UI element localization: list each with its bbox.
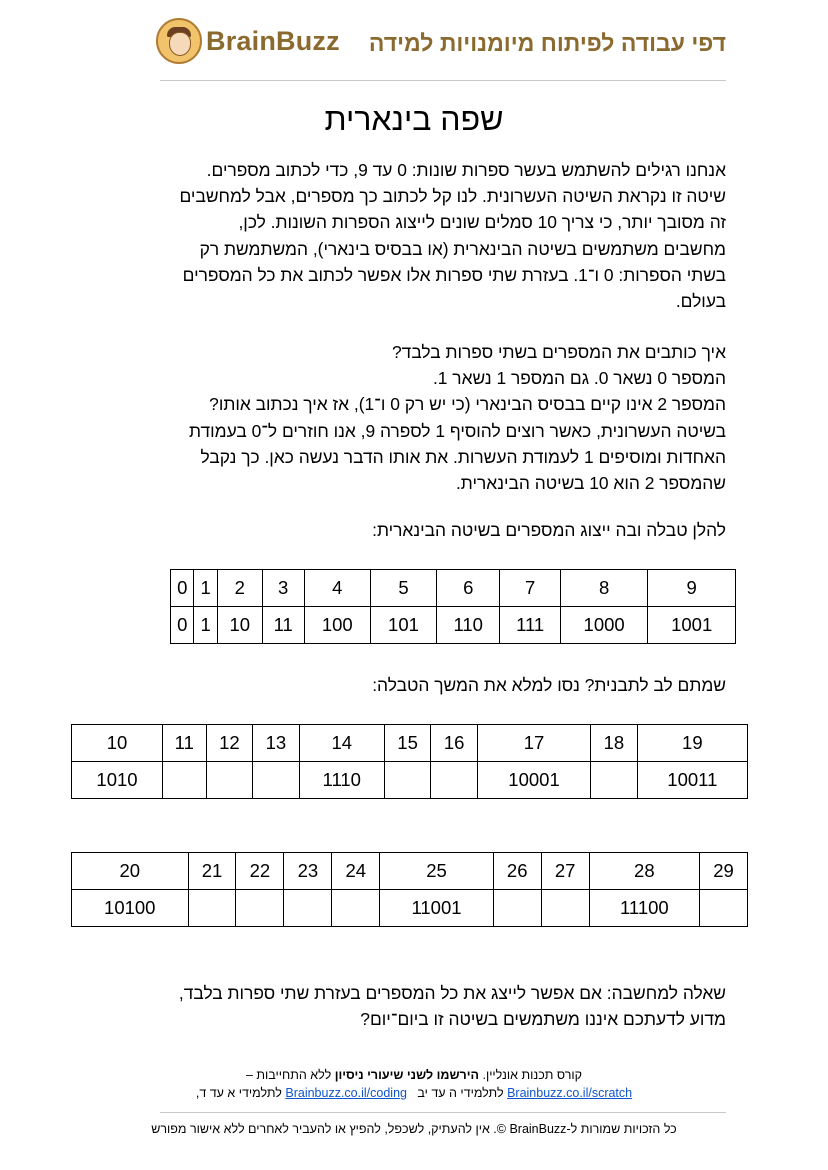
binary-cell: 11001 (380, 890, 493, 927)
pattern-prompt-text: שמתם לב לתבנית? נסו למלא את המשך הטבלה: (372, 675, 726, 695)
decimal-cell: 28 (589, 853, 699, 890)
binary-answer-cell[interactable] (162, 762, 206, 799)
table-row (171, 607, 736, 644)
copyright: כל הזכויות שמורות ל-BrainBuzz ©. אין להעתיק, לשכפל, להפיץ או להעביר לאחרים ללא אישור מפורש (151, 1122, 677, 1136)
decimal-cell: 5 (370, 570, 436, 607)
pattern-prompt (151, 672, 726, 698)
intro-paragraph (151, 157, 726, 314)
table-row (72, 725, 748, 762)
decimal-cell: 8 (560, 570, 648, 607)
decimal-cell: 2 (217, 570, 262, 607)
course-prefix: קורס תכנות אונליין. (482, 1068, 583, 1082)
explanation-line: שהמספר 2 הוא 10 בשיטה הבינארית. (455, 473, 726, 494)
binary-cell: 1110 (299, 762, 384, 799)
scratch-note: לתלמידי ה עד יב (417, 1086, 504, 1100)
binary-cell: 0 (171, 607, 194, 644)
decimal-cell: 21 (188, 853, 236, 890)
reflection-question (151, 980, 726, 1032)
binary-cell: 10 (217, 607, 262, 644)
binary-answer-cell[interactable] (206, 762, 253, 799)
page-title: שפה בינארית (324, 101, 504, 137)
decimal-cell: 11 (162, 725, 206, 762)
course-promo (0, 1068, 828, 1082)
table-intro (151, 517, 726, 543)
decimal-cell: 17 (477, 725, 590, 762)
decimal-cell: 3 (262, 570, 304, 607)
footer-divider (160, 1112, 726, 1113)
binary-cell: 100 (304, 607, 370, 644)
binary-cell: 110 (437, 607, 500, 644)
decimal-cell: 15 (384, 725, 431, 762)
binary-answer-cell[interactable] (591, 762, 638, 799)
binary-answer-cell[interactable] (493, 890, 541, 927)
question-line: שאלה למחשבה: אם אפשר לייצג את כל המספרים בעזרת שתי ספרות בלבד, (178, 983, 726, 1003)
header-title: דפי עבודה לפיתוח מיומנויות למידה (368, 30, 726, 56)
decimal-cell: 1 (194, 570, 217, 607)
explanation-line: המספר 0 נשאר 0. גם המספר 1 נשאר 1. (432, 368, 726, 389)
binary-cell: 11 (262, 607, 304, 644)
course-bold: הירשמו לשני שיעורי ניסיון (334, 1068, 479, 1082)
binary-cell: 101 (370, 607, 436, 644)
decimal-cell: 18 (591, 725, 638, 762)
decimal-cell: 19 (637, 725, 747, 762)
course-links (0, 1086, 828, 1100)
question-line: מדוע לדעתכם איננו משתמשים בשיטה זו ביום־יום? (360, 1009, 726, 1030)
explanation-line: האחדות ומוסיפים 1 לעמודת העשרות. את אותו הדבר נעשה כאן. כך נקבל (200, 446, 726, 467)
table-row (72, 853, 748, 890)
decimal-cell: 12 (206, 725, 253, 762)
decimal-cell: 14 (299, 725, 384, 762)
header-divider (160, 80, 726, 81)
course-suffix: ללא התחייבות – (245, 1068, 332, 1082)
decimal-cell: 25 (380, 853, 493, 890)
decimal-cell: 27 (541, 853, 589, 890)
intro-line: בעולם. (675, 291, 726, 312)
binary-cell: 1001 (648, 607, 736, 644)
decimal-cell: 0 (171, 570, 194, 607)
decimal-cell: 26 (493, 853, 541, 890)
intro-line: זה מסובך יותר, כי צריך 10 סמלים שונים לייצוג הספרות השונות. לכן, (238, 212, 726, 233)
intro-line: אנחנו רגילים להשתמש בעשר ספרות שונות: 0 עד 9, כדי לכתוב מספרים. (206, 160, 726, 180)
table-row (171, 570, 736, 607)
decimal-cell: 24 (332, 853, 380, 890)
binary-table-0-9 (170, 569, 736, 644)
logo-text: BrainBuzz (206, 25, 340, 56)
explanation-paragraph (151, 339, 726, 496)
coding-link[interactable]: Brainbuzz.co.il/coding (285, 1086, 407, 1100)
decimal-cell: 4 (304, 570, 370, 607)
binary-answer-cell[interactable] (236, 890, 284, 927)
explanation-line: המספר 2 אינו קיים בבסיס הבינארי (כי יש רק 0 ו־1), אז איך נכתוב אותו? (209, 394, 726, 415)
binary-answer-cell[interactable] (700, 890, 748, 927)
binary-cell: 11100 (589, 890, 699, 927)
binary-cell: 111 (500, 607, 560, 644)
binary-answer-cell[interactable] (284, 890, 332, 927)
explanation-line: בשיטה העשרונית, כאשר רוצים להוסיף 1 לספרה 9, אנו חוזרים ל־0 בעמודת (188, 420, 726, 441)
scratch-link[interactable]: Brainbuzz.co.il/scratch (507, 1086, 633, 1100)
intro-line: בשתי הספרות: 0 ו־1. בעזרת שתי ספרות אלו אפשר לכתוב את כל המספרים (182, 264, 726, 285)
table-row (72, 762, 748, 799)
binary-answer-cell[interactable] (253, 762, 300, 799)
binary-answer-cell[interactable] (541, 890, 589, 927)
decimal-cell: 20 (72, 853, 189, 890)
binary-answer-cell[interactable] (384, 762, 431, 799)
decimal-cell: 22 (236, 853, 284, 890)
binary-answer-cell[interactable] (431, 762, 478, 799)
binary-cell: 1000 (560, 607, 648, 644)
intro-line: שיטה זו נקראת השיטה העשרונית. לנו קל לכתוב כך מספרים, אבל למחשבים (179, 186, 726, 207)
intro-line: מחשבים משתמשים בשיטה הבינארית (או בבסיס בינארי), המשתמשת רק (199, 238, 726, 259)
decimal-cell: 9 (648, 570, 736, 607)
mascot-icon (156, 18, 202, 64)
binary-cell: 1 (194, 607, 217, 644)
brainbuzz-logo (156, 18, 340, 64)
binary-answer-cell[interactable] (332, 890, 380, 927)
decimal-cell: 6 (437, 570, 500, 607)
decimal-cell: 10 (72, 725, 163, 762)
table-intro-text: להלן טבלה ובה ייצוג המספרים בשיטה הבינארית: (372, 520, 726, 540)
binary-cell: 10100 (72, 890, 189, 927)
decimal-cell: 7 (500, 570, 560, 607)
binary-cell: 10001 (477, 762, 590, 799)
decimal-cell: 16 (431, 725, 478, 762)
binary-cell: 1010 (72, 762, 163, 799)
binary-answer-cell[interactable] (188, 890, 236, 927)
decimal-cell: 13 (253, 725, 300, 762)
binary-table-10-19 (71, 724, 748, 799)
coding-note: לתלמידי א עד ד, (195, 1086, 282, 1100)
decimal-cell: 29 (700, 853, 748, 890)
table-row (72, 890, 748, 927)
binary-table-20-29 (71, 852, 748, 927)
binary-cell: 10011 (637, 762, 747, 799)
explanation-line: איך כותבים את המספרים בשתי ספרות בלבד? (392, 342, 726, 362)
decimal-cell: 23 (284, 853, 332, 890)
